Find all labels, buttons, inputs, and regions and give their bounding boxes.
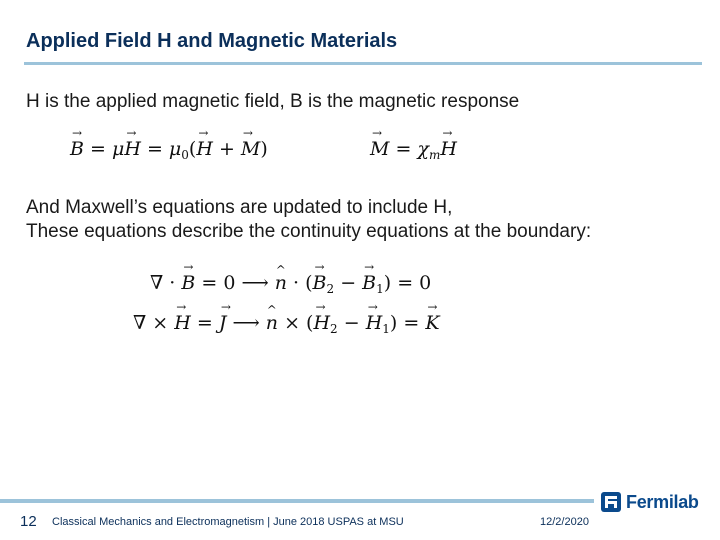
title-divider [24,62,702,65]
paragraph-line-1: And Maxwell’s equations are updated to include H, [26,197,453,218]
intro-text: H is the applied magnetic field, B is the magnetic response [26,91,520,112]
equation-b-field: → $B = \mu\to H = \mu_0(\to H$ + → M) [70,138,268,162]
logo-text: Fermilab [626,491,699,512]
fermilab-logo-icon [600,491,622,513]
paragraph-line-2: These equations describe the continuity equations at the boundary: [26,221,592,242]
fermilab-logo [600,491,699,513]
footer-date: 12/2/2020 [540,516,589,528]
footer-divider [0,499,594,503]
equation-magnetization: → $M = \chi_m\to H$ [370,138,457,162]
page-number: 12 [20,513,37,530]
slide-title: Applied Field H and Magnetic Materials [26,30,398,52]
equation-boundary-h: ∇ × → H = → J ⟶ ^ n × (→ $H_2$ − → $H_1$) = → K [133,312,440,336]
equation-boundary-b: ∇ · → B = 0 ⟶ ^ n · (→ $B_2$ − → $B_1) = 0$ [150,272,431,296]
footer-course-text: Classical Mechanics and Electromagnetism | June 2018 USPAS at MSU [52,516,404,528]
